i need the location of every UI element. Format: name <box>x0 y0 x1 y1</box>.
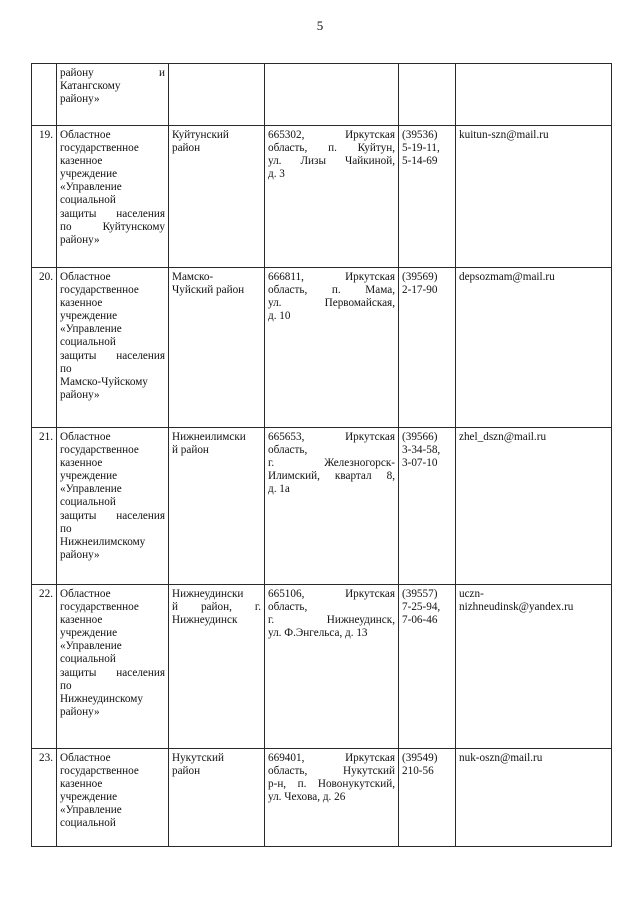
institution-name-line: защиты населения <box>60 666 165 679</box>
postal-address-line: ул. Первомайская, <box>268 297 395 310</box>
email-address[interactable]: nuk-oszn@mail.ru <box>459 752 543 764</box>
phone-numbers-cell <box>399 428 456 585</box>
institution-name-line: государственное <box>60 444 139 457</box>
institution-name-line: защиты населения <box>60 207 165 220</box>
institution-name-line: учреждение <box>60 627 118 640</box>
postal-address-line: ул. Ф.Энгельса, д. 13 <box>268 627 368 640</box>
postal-address-cell <box>265 126 399 268</box>
phone-numbers-line: (39566) <box>402 431 438 443</box>
institution-name-line: району и <box>60 67 165 79</box>
institution-name-line: казенное <box>60 778 103 791</box>
institution-name-line: «Управление <box>60 483 122 496</box>
district-name-cell <box>169 749 265 847</box>
postal-address-line: область, п. Куйтун, <box>268 142 395 155</box>
phone-numbers-cell <box>399 126 456 268</box>
email-cell <box>456 749 612 847</box>
email-cell <box>456 428 612 585</box>
phone-numbers-cell <box>399 749 456 847</box>
institution-name-line: социальной <box>60 336 116 349</box>
district-name-line: й район, г. <box>172 601 261 614</box>
phone-numbers-line: 2-17-90 <box>402 284 438 297</box>
phone-numbers-line: 3-34-58, <box>402 444 441 457</box>
phone-numbers-line: 7-06-46 <box>402 614 438 627</box>
row-number: 20. <box>32 268 57 428</box>
postal-address-line: г. Железногорск- <box>268 457 395 470</box>
table-row <box>32 268 612 428</box>
phone-numbers-line: 7-25-94, <box>402 601 441 614</box>
institution-name-line: «Управление <box>60 640 122 653</box>
email-cell <box>456 64 612 126</box>
institution-name-line: учреждение <box>60 310 118 323</box>
institution-name-cell <box>57 749 169 847</box>
postal-address-line: область, <box>268 444 308 457</box>
phone-numbers-line: (39569) <box>402 271 438 283</box>
institution-name-line: учреждение <box>60 168 118 181</box>
district-name-cell <box>169 64 265 126</box>
institution-name-line: «Управление <box>60 804 122 817</box>
phone-numbers-line: (39557) <box>402 588 438 600</box>
postal-address-line: р-н, п. Новонукутский, <box>268 778 395 791</box>
district-name-line: Нижнеилимски <box>172 431 246 443</box>
postal-address-cell <box>265 749 399 847</box>
district-name-line: район <box>172 765 201 778</box>
institution-name-line: Нижнеилимскому <box>60 535 146 548</box>
email-cell <box>456 268 612 428</box>
phone-numbers-line: 5-14-69 <box>402 155 438 168</box>
district-name-line: й район <box>172 444 209 457</box>
institution-name-line: району» <box>60 548 100 561</box>
institution-name-line: по Куйтунскому <box>60 220 165 233</box>
district-name-line: Нукутский <box>172 752 224 764</box>
institution-name-line: социальной <box>60 496 116 509</box>
institution-name-line: казенное <box>60 614 103 627</box>
row-number: 21. <box>32 428 57 585</box>
registry-table <box>31 63 612 847</box>
institution-name-line: району» <box>60 93 100 106</box>
institution-name-line: Областное <box>60 752 111 764</box>
institution-name-line: государственное <box>60 284 139 297</box>
row-number: 22. <box>32 585 57 749</box>
district-name-line: Мамско- <box>172 271 214 283</box>
postal-address-cell <box>265 64 399 126</box>
institution-name-line: «Управление <box>60 181 122 194</box>
table-row <box>32 64 612 126</box>
postal-address-line: д. 10 <box>268 310 291 323</box>
phone-numbers-cell <box>399 268 456 428</box>
institution-name-line: социальной <box>60 817 116 830</box>
email-cell <box>456 126 612 268</box>
email-address[interactable]: depsozmam@mail.ru <box>459 271 555 283</box>
institution-name-line: Областное <box>60 431 111 443</box>
institution-name-line: учреждение <box>60 470 118 483</box>
phone-numbers-line: 3-07-10 <box>402 457 438 470</box>
institution-name-line: казенное <box>60 155 103 168</box>
institution-name-cell <box>57 126 169 268</box>
postal-address-line: д. 1а <box>268 483 290 496</box>
district-name-line: район <box>172 142 201 155</box>
institution-name-line: по <box>60 679 72 692</box>
institution-name-line: учреждение <box>60 791 118 804</box>
postal-address-line: 665106, Иркутская <box>268 588 395 600</box>
institution-name-line: социальной <box>60 194 116 207</box>
row-number: 23. <box>32 749 57 847</box>
institution-name-line: району» <box>60 705 100 718</box>
phone-numbers-line: 210-56 <box>402 765 434 778</box>
postal-address-line: 666811, Иркутская <box>268 271 395 283</box>
institution-name-line: району» <box>60 388 100 401</box>
email-address[interactable]: zhel_dszn@mail.ru <box>459 431 547 443</box>
postal-address-line: 669401, Иркутская <box>268 752 395 764</box>
institution-name-line: Областное <box>60 588 111 600</box>
institution-name-line: «Управление <box>60 323 122 336</box>
institution-name-line: государственное <box>60 601 139 614</box>
email-cell <box>456 585 612 749</box>
district-name-cell <box>169 268 265 428</box>
postal-address-line: г. Нижнеудинск, <box>268 614 395 627</box>
postal-address-line: область, п. Мама, <box>268 284 395 297</box>
institution-name-line: району» <box>60 233 100 246</box>
registry-table-body <box>32 64 612 847</box>
email-address[interactable]: nizhneudinsk@yandex.ru <box>459 601 574 614</box>
table-row <box>32 749 612 847</box>
institution-name-line: защиты населения <box>60 349 165 362</box>
district-name-line: Нижнеудински <box>172 588 244 600</box>
institution-name-line: казенное <box>60 297 103 310</box>
table-row <box>32 585 612 749</box>
postal-address-cell <box>265 428 399 585</box>
institution-name-line: Катангскому <box>60 80 121 93</box>
postal-address-line: область, <box>268 601 308 614</box>
postal-address-line: Илимский, квартал 8, <box>268 470 395 483</box>
postal-address-cell <box>265 268 399 428</box>
institution-name-line: государственное <box>60 765 139 778</box>
email-address[interactable]: kuitun-szn@mail.ru <box>459 129 549 141</box>
row-number <box>32 64 57 126</box>
postal-address-line: 665653, Иркутская <box>268 431 395 443</box>
phone-numbers-line: (39549) <box>402 752 438 764</box>
postal-address-line: 665302, Иркутская <box>268 129 395 141</box>
institution-name-line: по <box>60 362 72 375</box>
district-name-line: Нижнеудинск <box>172 614 238 627</box>
institution-name-line: социальной <box>60 653 116 666</box>
phone-numbers-cell <box>399 585 456 749</box>
institution-name-line: по <box>60 522 72 535</box>
table-row <box>32 428 612 585</box>
institution-name-line: казенное <box>60 457 103 470</box>
institution-name-line: Областное <box>60 271 111 283</box>
institution-name-line: Мамско-Чуйскому <box>60 375 148 388</box>
institution-name-line: Областное <box>60 129 111 141</box>
district-name-cell <box>169 126 265 268</box>
postal-address-line: ул. Лизы Чайкиной, <box>268 155 395 168</box>
table-row <box>32 126 612 268</box>
postal-address-line: д. 3 <box>268 168 285 181</box>
district-name-cell <box>169 585 265 749</box>
email-address[interactable]: uczn- <box>459 588 484 600</box>
institution-name-cell <box>57 268 169 428</box>
row-number: 19. <box>32 126 57 268</box>
district-name-line: Куйтунский <box>172 129 229 141</box>
district-name-line: Чуйский район <box>172 284 245 297</box>
postal-address-line: ул. Чехова, д. 26 <box>268 791 346 804</box>
phone-numbers-line: 5-19-11, <box>402 142 440 155</box>
phone-numbers-cell <box>399 64 456 126</box>
institution-name-line: Нижнеудинскому <box>60 692 143 705</box>
postal-address-cell <box>265 585 399 749</box>
institution-name-line: государственное <box>60 142 139 155</box>
institution-name-cell <box>57 428 169 585</box>
phone-numbers-line: (39536) <box>402 129 438 141</box>
postal-address-line: область, Нукутский <box>268 765 395 778</box>
page-number: 5 <box>316 18 324 33</box>
institution-name-cell <box>57 64 169 126</box>
district-name-cell <box>169 428 265 585</box>
institution-name-cell <box>57 585 169 749</box>
institution-name-line: защиты населения <box>60 509 165 522</box>
